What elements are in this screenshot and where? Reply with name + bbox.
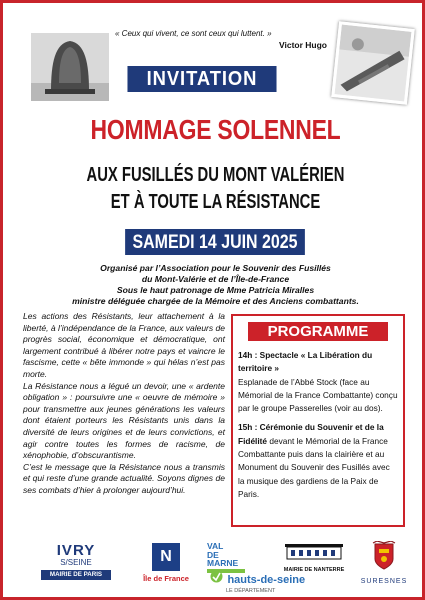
body-text [23, 311, 225, 497]
val-de-marne-logo [207, 542, 255, 573]
programme-item-heading: 14h : Spectacle « La Libération du territoire » [238, 350, 373, 374]
ivry-logo-word: IVRY [56, 542, 96, 559]
hauts-de-seine-sub: LE DÉPARTEMENT [226, 588, 276, 594]
subtitle-line-2: ET À TOUTE LA RÉSISTANCE [110, 191, 321, 213]
suresnes-logo [355, 541, 413, 585]
programme-item-text: Esplanade de l’Abbé Stock (face au Mémorial de la France Combattante) conçu par le groupe Passerelles (voir au dos). [238, 376, 398, 414]
invitation-banner: INVITATION [127, 66, 276, 92]
hauts-de-seine-logo [210, 570, 314, 594]
mairie-de-paris-label: MAIRIE DE PARIS [41, 570, 111, 580]
body-paragraph-1: Les actions des Résistants, leur attachement à la liberté, à l’indépendance de la France, aux valeurs de progrès social, économique et démocratique, ont largement contribué à libérer notre pays et vaincre le fascisme, cette « bête immonde » qui hélas n’est pas morte. [23, 311, 225, 379]
hauts-de-seine-icon [210, 570, 227, 587]
val-de-marne-line-3: MARNE [207, 558, 239, 568]
val-de-marne-line-2: DE [207, 549, 219, 560]
ile-de-france-label: Île de France [143, 574, 189, 583]
patronage-line-2: ministre déléguée chargée de la Mémoire et des Anciens combattants. [72, 296, 359, 306]
bell-monument-photo [31, 33, 109, 101]
patronage-line-1: Sous le haut patronage de Mme Patricia Miralles [116, 285, 315, 295]
ivry-logo [41, 543, 111, 580]
quote-text: « Ceux qui vivent, ce sont ceux qui luttent. » [115, 29, 272, 38]
quote-author: Victor Hugo [278, 40, 327, 50]
nanterre-logo [283, 543, 345, 573]
page-title: HOMMAGE SOLENNEL [90, 114, 341, 145]
programme-item [238, 421, 398, 501]
memorial-photo [331, 21, 415, 105]
ile-de-france-mark: N [152, 543, 180, 571]
date-banner: SAMEDI 14 JUIN 2025 [125, 229, 305, 255]
programme-item [238, 349, 398, 415]
organizer-line-1: Organisé par l’Association pour le Souvenir des Fusillés [100, 263, 331, 273]
subtitle-line-1: AUX FUSILLÉS DU MONT VALÉRIEN [86, 164, 345, 186]
body-paragraph-3: C’est le message que la Résistance nous a transmis et qui reste d’une grande actualité. Soyons dignes de ses combats d’hier à prolonger aujourd’hui. [23, 461, 225, 495]
nanterre-label: MAIRIE DE NANTERRE [283, 567, 345, 573]
programme-box [231, 314, 405, 527]
programme-item-heading: 15h : Cérémonie du Souvenir et de la Fidélité [238, 422, 384, 446]
ile-de-france-logo [137, 543, 195, 583]
organizer-line-2: du Mont-Valérie et de l’Île-de-France [141, 274, 290, 284]
nanterre-building-icon [283, 543, 345, 561]
ivry-logo-sub: S/SEINE [60, 558, 92, 567]
suresnes-label: SURESNES [360, 578, 408, 585]
body-paragraph-2: La Résistance nous a légué un devoir, une « ardente obligation » : poursuivre une « oeuvre de mémoire » pour transmettre aux jeunes générations les valeurs dont étaient porteurs les Résistants unis dans la diversité de leurs origines et de leurs convictions, et agir contre toutes les formes de racisme, de xénophobie, d’obscurantisme. [23, 380, 225, 461]
programme-item-text: devant le Mémorial de la France Combattante puis dans la clairière et au Monument du Souvenir des Fusillés avec la musique des gardiens de la Paix de Paris. [238, 435, 390, 499]
programme-title: PROGRAMME [248, 322, 388, 341]
suresnes-crest-icon [355, 541, 413, 571]
val-de-marne-line-1: VAL [207, 541, 224, 551]
hauts-de-seine-label: hauts-de-seine [227, 574, 306, 586]
